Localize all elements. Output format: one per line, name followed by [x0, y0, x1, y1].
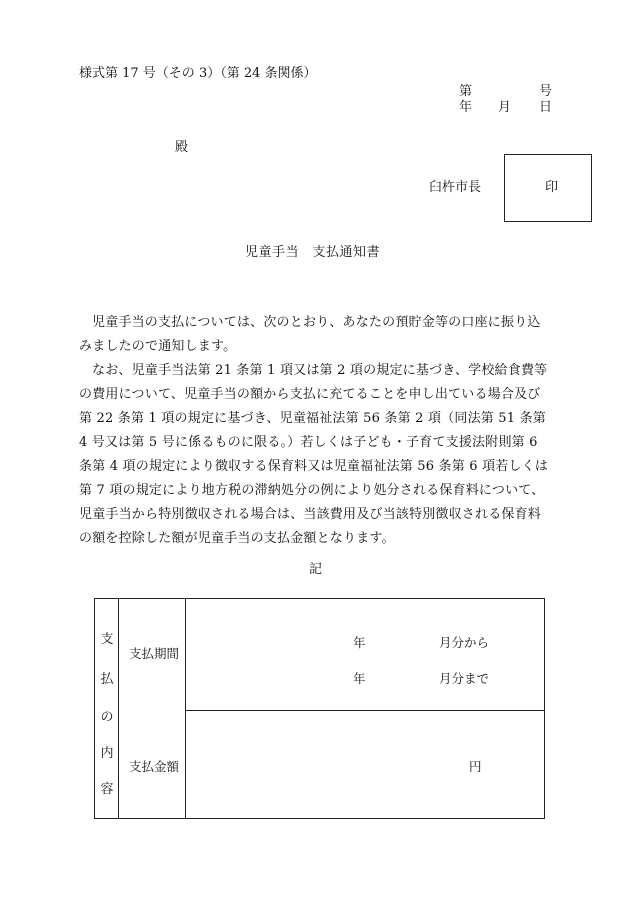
payment-period-label: 支払期間: [129, 646, 180, 661]
doc-number-prefix: 第: [459, 84, 473, 99]
doc-number-suffix: 号: [539, 84, 553, 99]
payment-details-table: [94, 598, 545, 819]
date-month-label: 月: [498, 100, 512, 115]
side-header-char: 容: [100, 782, 114, 797]
period-to-year: 年: [353, 671, 366, 686]
period-from-year: 年: [353, 635, 366, 650]
date-day-label: 日: [539, 100, 553, 115]
side-header-char: 支: [100, 632, 114, 647]
body-paragraph-2: なお、児童手当法第 21 条第 1 項又は第 2 項の規定に基づき、学校給食費等の費用について、児童手当の額から支払に充てることを申し出ている場合及び第 22 条第 1 項の規定に基づき、児童福祉法第 56 条第 2 項（同法第 51 条第 4 号又は第 5 号に係るものに限る。）若しくは子ども・子育て支援法附則第 6 条第 4 項の規定により徴収する保育料又は児童福祉法第 56 条第 6 項若しくは第 7 項の規定により地方税の滞納処分の例により処分される保育料について、児童手当から特別徴収される場合は、当該費用及び当該特別徴収される保育料の額を控除した額が児童手当の支払金額となります。: [79, 363, 549, 546]
seal-box: [504, 154, 592, 222]
form-number: 様式第 17 号（その 3）（第 24 条関係）: [79, 66, 317, 81]
table-divider: [185, 710, 544, 711]
table-divider: [185, 599, 186, 818]
payment-amount-label: 支払金額: [129, 759, 180, 774]
addressee-honorific: 殿: [175, 140, 189, 155]
body-paragraph-1: 児童手当の支払については、次のとおり、あなたの預貯金等の口座に振り込みましたので通知します。: [79, 315, 541, 354]
period-to-month: 月分まで: [439, 671, 490, 686]
ki-label: 記: [309, 562, 323, 577]
issuer-name: 臼杵市長: [429, 180, 482, 195]
body-text: [79, 311, 549, 551]
side-header-char: 払: [100, 672, 114, 687]
period-from-month: 月分から: [439, 635, 490, 650]
side-header-char: 内: [100, 746, 114, 761]
seal-label: 印: [545, 180, 559, 195]
amount-unit: 円: [469, 759, 482, 774]
side-header-char: の: [100, 710, 114, 725]
document-title: 児童手当 支払通知書: [245, 245, 381, 260]
date-year-label: 年: [459, 100, 473, 115]
